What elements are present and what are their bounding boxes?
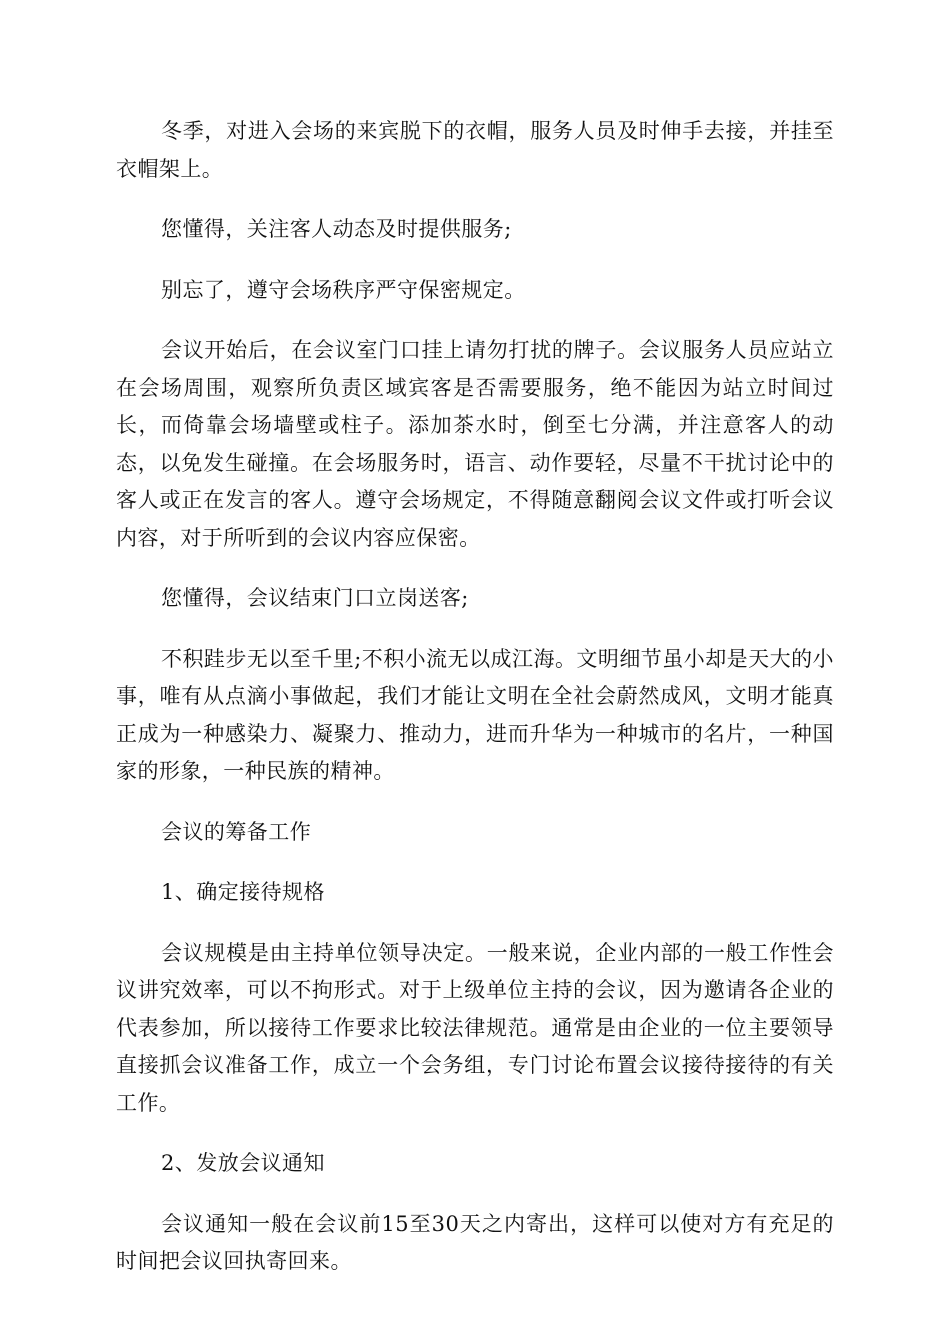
subheading-reception-level: 1、确定接待规格 (161, 880, 325, 904)
paragraph-civility: 不积跬步无以至千里;不积小流无以成江海。文明细节虽小却是天大的小事，唯有从点滴小事做起，我们才能让文明在全社会蔚然成风，文明才能真正成为一种感染力、凝聚力、推动力，进而升华为一种城市的名片，一种国家的形象，一种民族的精神。 (116, 646, 834, 783)
section-heading-preparation: 会议的筹备工作 (161, 819, 312, 844)
paragraph-meeting-start: 会议开始后，在会议室门口挂上请勿打扰的牌子。会议服务人员应站立在会场周围，观察所负责区域宾客是否需要服务，绝不能因为站立时间过长，而倚靠会场墙壁或柱子。添加茶水时，倒至七分满，并注意客人的动态，以免发生碰撞。在会场服务时，语言、动作要轻，尽量不干扰讨论中的客人或正在发言的客人。遵守会场规定，不得随意翻阅会议文件或打听会议内容，对于所听到的会议内容应保密。 (116, 338, 834, 550)
paragraph-attention-guests: 您懂得，关注客人动态及时提供服务; (161, 217, 512, 241)
paragraph-meeting-scale: 会议规模是由主持单位领导决定。一般来说，企业内部的一般工作性会议讲究效率，可以不拘形式。对于上级单位主持的会议，因为邀请各企业的代表参加，所以接待工作要求比较法律规范。通常是由企业的一位主要领导直接抓会议准备工作，成立一个会务组，专门讨论布置会议接待接待的有关工作。 (116, 940, 834, 1115)
document-body (116, 113, 834, 1304)
paragraph-see-off-guests: 您懂得，会议结束门口立岗送客; (161, 586, 469, 610)
paragraph-coat-service: 冬季，对进入会场的来宾脱下的衣帽，服务人员及时伸手去接，并挂至衣帽架上。 (116, 119, 834, 181)
paragraph-notice-timing: 会议通知一般在会议前15至30天之内寄出，这样可以使对方有充足的时间把会议回执寄回来。 (116, 1211, 834, 1273)
paragraph-confidentiality: 别忘了，遵守会场秩序严守保密规定。 (161, 277, 526, 302)
subheading-send-notice: 2、发放会议通知 (161, 1151, 325, 1175)
